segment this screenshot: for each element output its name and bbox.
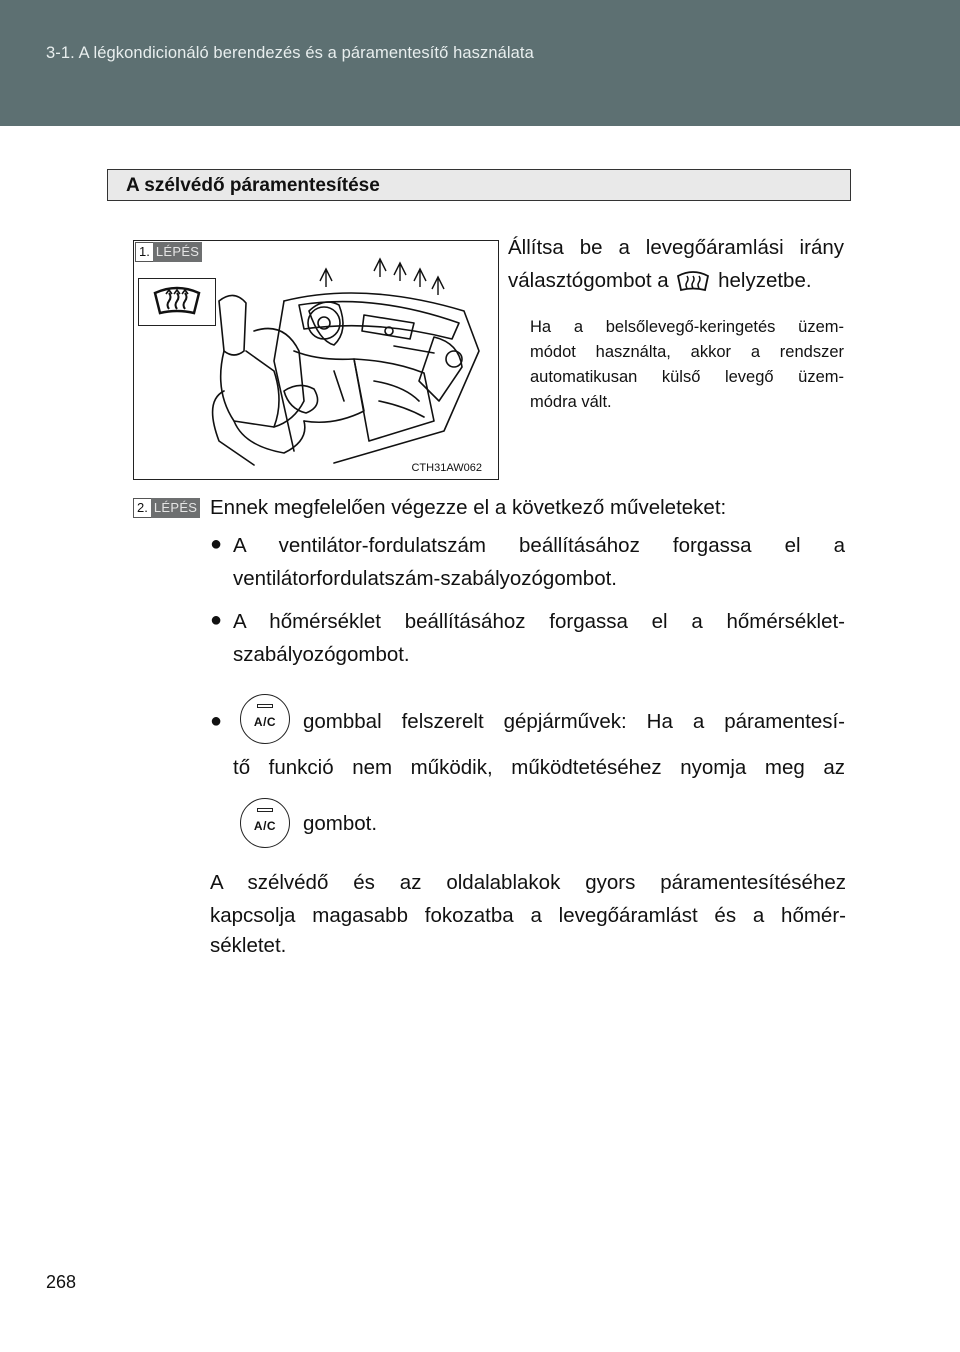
- page-header: [0, 0, 960, 126]
- bullet-3-mark: ●: [210, 710, 223, 732]
- figure-code: CTH31AW062: [411, 462, 482, 474]
- ac-button-label-2: A/C: [253, 819, 277, 833]
- step1-text-post: helyzetbe.: [718, 269, 812, 292]
- bullet-3-line3: gombot.: [303, 812, 378, 835]
- section-heading-box: [107, 169, 851, 201]
- ac-button-icon-2: [240, 798, 290, 848]
- bullet-2-line2: szabályozógombot.: [233, 643, 410, 666]
- step1-text-line1: Állítsa be a levegőáramlási irány: [508, 236, 844, 259]
- bullet-2-line1: A hőmérséklet beállításához forgassa el a hőmérséklet-: [233, 610, 845, 633]
- step2-number: 2.: [133, 498, 151, 518]
- bullet-1-line1: A ventilátor-fordulatszám beállításához forgassa el a: [233, 534, 845, 557]
- bullet-1-line2: ventilátorfordulatszám-szabályozógombot.: [233, 567, 617, 590]
- step1-word: LÉPÉS: [153, 242, 202, 262]
- chapter-title: 3-1. A légkondicionáló berendezés és a páramentesítő használata: [46, 44, 534, 62]
- ac-button-label: A/C: [253, 715, 277, 729]
- car-interior-illustration: [134, 241, 500, 481]
- final-line3: sékletet.: [210, 934, 287, 957]
- step1-text-pre: választógombot a: [508, 269, 669, 292]
- bullet-1-mark: ●: [210, 533, 223, 555]
- step1-note-line3: automatikusan külső levegő üzem-: [530, 368, 844, 386]
- step1-number: 1.: [135, 242, 153, 262]
- step2-badge: [133, 498, 200, 518]
- step2-intro: Ennek megfelelően végezze el a következő műveleteket:: [210, 496, 727, 519]
- step1-note-line1: Ha a belsőlevegő-keringetés üzem-: [530, 318, 844, 336]
- step1-text-line2: [508, 264, 844, 298]
- bullet-3-line2: tő funkció nem működik, működtetéséhez nyomja meg az: [233, 756, 845, 779]
- page-number: 268: [46, 1272, 77, 1292]
- step1-note-line2: módot használta, akkor a rendszer: [530, 343, 844, 361]
- step1-note-line4: módra vált.: [530, 393, 612, 411]
- ac-button-icon: [240, 694, 290, 744]
- step1-figure: [133, 240, 499, 480]
- bullet-3-line1: gombbal felszerelt gépjárművek: Ha a páramentesí-: [303, 710, 845, 733]
- final-line2: kapcsolja magasabb fokozatba a levegőáramlást és a hőmér-: [210, 904, 846, 927]
- section-title: A szélvédő páramentesítése: [126, 175, 380, 196]
- inline-defrost-icon: [674, 268, 712, 294]
- step2-word: LÉPÉS: [151, 498, 200, 518]
- bullet-2-mark: ●: [210, 609, 223, 631]
- final-line1: A szélvédő és az oldalablakok gyors páramentesítéséhez: [210, 871, 846, 894]
